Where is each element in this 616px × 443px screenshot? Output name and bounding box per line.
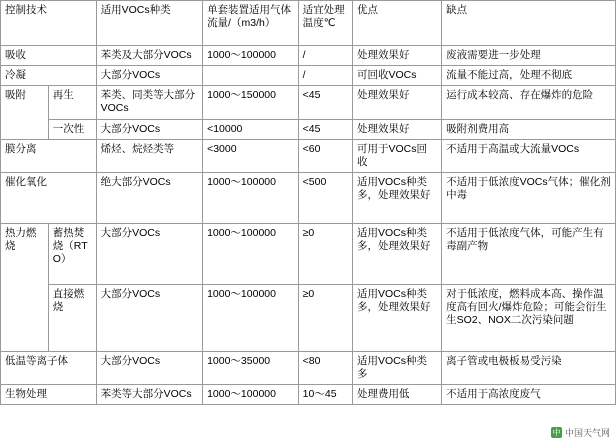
- cell-pros: 可回收VOCs: [353, 66, 442, 86]
- cell-kinds: 苯类、同类等大部分VOCs: [96, 86, 202, 119]
- watermark: [551, 426, 610, 439]
- cell-tech-adsorption: 吸附: [1, 86, 49, 139]
- table-header: [1, 1, 616, 46]
- table-row: [1, 351, 616, 384]
- cell-flow: [203, 66, 299, 86]
- cell-temp: /: [298, 66, 352, 86]
- cell-tech: 生物处理: [1, 385, 97, 405]
- cell-cons: 离子管或电极板易受污染: [442, 351, 616, 384]
- cell-temp: <60: [298, 139, 352, 172]
- header-cell-kinds: 适用VOCs种类: [96, 1, 202, 46]
- header-cell-cons: 缺点: [442, 1, 616, 46]
- cell-pros: 适用VOCs种类多: [353, 351, 442, 384]
- header-cell-temp: 适宜处理温度℃: [298, 1, 352, 46]
- cell-kinds: 大部分VOCs: [96, 66, 202, 86]
- cell-tech: 冷凝: [1, 66, 97, 86]
- table-row: [1, 284, 616, 351]
- cell-cons: 流量不能过高，处理不彻底: [442, 66, 616, 86]
- cell-cons: 运行成本较高、存在爆炸的危险: [442, 86, 616, 119]
- cell-subtech: 直接燃烧: [48, 284, 96, 351]
- cell-pros: 处理效果好: [353, 86, 442, 119]
- cell-pros: 适用VOCs种类多，处理效果好: [353, 172, 442, 223]
- cell-kinds: 大部分VOCs: [96, 223, 202, 284]
- cell-flow: 1000～100000: [203, 284, 299, 351]
- cell-temp: ≥0: [298, 223, 352, 284]
- cell-temp: ≥0: [298, 284, 352, 351]
- cell-pros: 适用VOCs种类多，处理效果好: [353, 284, 442, 351]
- cell-temp: <500: [298, 172, 352, 223]
- cell-tech: 吸收: [1, 46, 97, 66]
- cell-temp: <45: [298, 86, 352, 119]
- cell-tech: 催化氧化: [1, 172, 97, 223]
- cell-kinds: 大部分VOCs: [96, 284, 202, 351]
- cell-kinds: 大部分VOCs: [96, 119, 202, 139]
- cell-pros: 处理费用低: [353, 385, 442, 405]
- cell-flow: 1000～100000: [203, 46, 299, 66]
- table-row: [1, 385, 616, 405]
- cell-subtech: 再生: [48, 86, 96, 119]
- cell-tech: 膜分离: [1, 139, 97, 172]
- table-body: [1, 46, 616, 405]
- header-cell-flow: 单套装置适用气体流量/（m3/h）: [203, 1, 299, 46]
- table-row: [1, 86, 616, 119]
- cell-pros: 适用VOCs种类多，处理效果好: [353, 223, 442, 284]
- cell-flow: 1000～100000: [203, 172, 299, 223]
- cell-cons: 不适用于高浓度废气: [442, 385, 616, 405]
- cell-subtech: 蓄热焚烧（RTO）: [48, 223, 96, 284]
- cell-cons: 不适用于高温或大流量VOCs: [442, 139, 616, 172]
- cell-flow: 1000～150000: [203, 86, 299, 119]
- cell-flow: 1000～100000: [203, 223, 299, 284]
- cell-temp: /: [298, 46, 352, 66]
- header-cell-pros: 优点: [353, 1, 442, 46]
- cell-cons: 对于低浓度，燃料成本高、操作温度高有回火/爆炸危险；可能会衍生生SO2、NOX二次污染问题: [442, 284, 616, 351]
- watermark-logo-icon: 中: [552, 428, 561, 437]
- cell-cons: 不适用于低浓度VOCs气体；催化剂中毒: [442, 172, 616, 223]
- table-row: [1, 223, 616, 284]
- cell-temp: <80: [298, 351, 352, 384]
- cell-pros: 处理效果好: [353, 46, 442, 66]
- header-cell-tech: 控制技术: [1, 1, 97, 46]
- cell-pros: 处理效果好: [353, 119, 442, 139]
- table-row: [1, 172, 616, 223]
- cell-tech-thermal: 热力燃烧: [1, 223, 49, 351]
- cell-cons: 不适用于低浓度气体，可能产生有毒副产物: [442, 223, 616, 284]
- cell-pros: 可用于VOCs回收: [353, 139, 442, 172]
- cell-kinds: 大部分VOCs: [96, 351, 202, 384]
- table-header-row: [1, 1, 616, 46]
- cell-flow: 1000～100000: [203, 385, 299, 405]
- table-row: [1, 46, 616, 66]
- cell-flow: <3000: [203, 139, 299, 172]
- cell-temp: 10～45: [298, 385, 352, 405]
- watermark-text: 中国天气网: [564, 428, 610, 438]
- cell-kinds: 烯烃、烷烃类等: [96, 139, 202, 172]
- table-row: [1, 66, 616, 86]
- cell-kinds: 绝大部分VOCs: [96, 172, 202, 223]
- cell-temp: <45: [298, 119, 352, 139]
- table-row: [1, 119, 616, 139]
- table-row: [1, 139, 616, 172]
- cell-cons: 吸附剂费用高: [442, 119, 616, 139]
- cell-flow: <10000: [203, 119, 299, 139]
- cell-tech: 低温等离子体: [1, 351, 97, 384]
- cell-subtech: 一次性: [48, 119, 96, 139]
- cell-kinds: 苯类等大部分VOCs: [96, 385, 202, 405]
- cell-cons: 废液需要进一步处理: [442, 46, 616, 66]
- cell-kinds: 苯类及大部分VOCs: [96, 46, 202, 66]
- cell-flow: 1000～35000: [203, 351, 299, 384]
